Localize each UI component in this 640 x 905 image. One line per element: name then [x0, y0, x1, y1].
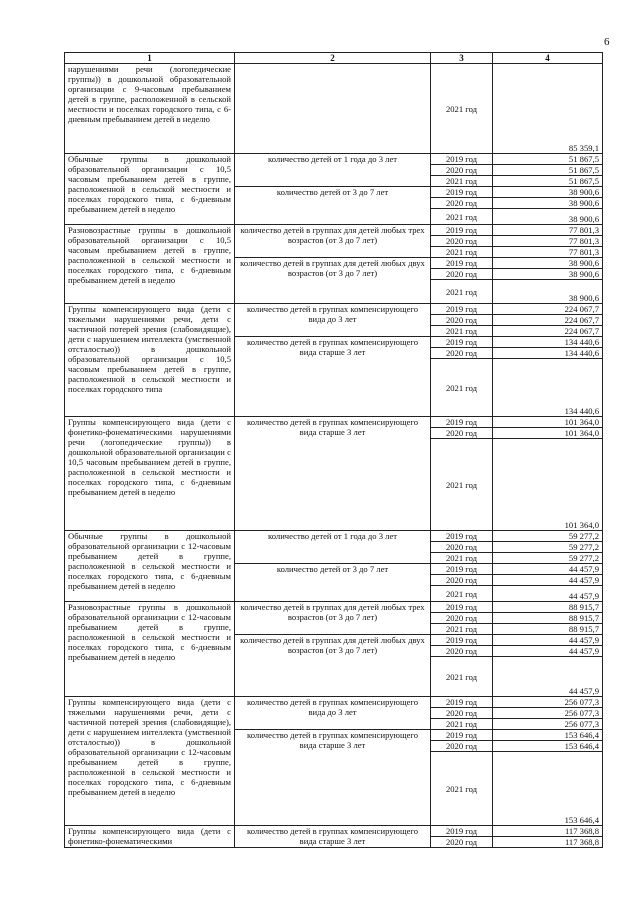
value-cell: 88 915,7: [493, 602, 603, 613]
value-cell: 224 067,7: [493, 315, 603, 326]
year-cell: 2021 год: [431, 624, 493, 635]
table-row: [65, 531, 603, 542]
header-col-2: 2: [235, 53, 431, 64]
year-cell: 2021 год: [431, 359, 493, 417]
child-category: количество детей от 1 года до 3 лет: [235, 531, 431, 564]
group-description: нарушениями речи (логопедические группы)) в дошкольной образовательной организации с 9-часовым пребыванием детей в группе, расположенной в сельской местности и поселках городского типа, с 6-дневным пребыванием детей в неделю: [65, 64, 235, 154]
child-category: количество детей в группах компенсирующего вида старше 3 лет: [235, 826, 431, 848]
year-cell: 2021 год: [431, 209, 493, 225]
value-cell: 59 277,2: [493, 542, 603, 553]
year-cell: 2019 год: [431, 154, 493, 165]
group-description: Группы компенсирующего вида (дети с фонетико-фонематическими: [65, 826, 235, 848]
year-cell: 2020 год: [431, 575, 493, 586]
value-cell: 153 646,4: [493, 741, 603, 752]
year-cell: 2021 год: [431, 586, 493, 602]
value-cell: 256 077,3: [493, 719, 603, 730]
table-row: [65, 417, 603, 428]
year-cell: 2020 год: [431, 348, 493, 359]
value-cell: 101 364,0: [493, 428, 603, 439]
value-cell: 101 364,0: [493, 417, 603, 428]
year-cell: 2019 год: [431, 417, 493, 428]
year-cell: 2019 год: [431, 826, 493, 837]
year-cell: 2020 год: [431, 837, 493, 848]
value-cell: 44 457,9: [493, 575, 603, 586]
child-category: [235, 64, 431, 154]
table-row: [65, 826, 603, 837]
table-row: [65, 602, 603, 613]
year-cell: 2019 год: [431, 531, 493, 542]
value-cell: 134 440,6: [493, 337, 603, 348]
header-col-3: 3: [431, 53, 493, 64]
group-description: Обычные группы в дошкольной образовательной организации с 12-часовым пребыванием детей в группе, расположенной в сельской местности и поселках городского типа, с 6-дневным пребыванием детей в неделю: [65, 531, 235, 602]
value-cell: 88 915,7: [493, 613, 603, 624]
child-category: количество детей в группах для детей любых двух возрастов (от 3 до 7 лет): [235, 258, 431, 304]
value-cell: 38 900,6: [493, 280, 603, 304]
year-cell: 2021 год: [431, 280, 493, 304]
value-cell: 38 900,6: [493, 258, 603, 269]
year-cell: 2019 год: [431, 635, 493, 646]
year-cell: 2020 год: [431, 542, 493, 553]
value-cell: 101 364,0: [493, 439, 603, 531]
value-cell: 88 915,7: [493, 624, 603, 635]
year-cell: 2021 год: [431, 439, 493, 531]
value-cell: 51 867,5: [493, 176, 603, 187]
year-cell: 2019 год: [431, 258, 493, 269]
value-cell: 51 867,5: [493, 165, 603, 176]
child-category: количество детей в группах компенсирующего вида старше 3 лет: [235, 730, 431, 826]
value-cell: 38 900,6: [493, 209, 603, 225]
value-cell: 38 900,6: [493, 198, 603, 209]
group-description: Группы компенсирующего вида (дети с тяжелыми нарушениями речи, дети с частичной потерей зрения (слабовидящие), дети с нарушением интеллекта (умственной отсталостью)) в дошкольной образовательной организации с 10,5 часовым пребыванием детей в группе, расположенной в сельской местности и поселках городского типа: [65, 304, 235, 417]
tariff-table: [64, 52, 603, 848]
year-cell: 2020 год: [431, 708, 493, 719]
table-row: [65, 304, 603, 315]
year-cell: 2019 год: [431, 730, 493, 741]
year-cell: 2021 год: [431, 752, 493, 826]
year-cell: 2020 год: [431, 315, 493, 326]
child-category: количество детей от 3 до 7 лет: [235, 564, 431, 602]
year-cell: 2021 год: [431, 176, 493, 187]
year-cell: 2020 год: [431, 741, 493, 752]
group-description: Разновозрастные группы в дошкольной образовательной организации с 10,5 часовым пребыванием детей в группе, расположенной в сельской местности и поселках городского типа, с 6-дневным пребыванием детей в неделю: [65, 225, 235, 304]
table-row: [65, 697, 603, 708]
year-cell: 2020 год: [431, 236, 493, 247]
year-cell: 2021 год: [431, 719, 493, 730]
child-category: количество детей в группах для детей любых двух возрастов (от 3 до 7 лет): [235, 635, 431, 697]
value-cell: 134 440,6: [493, 348, 603, 359]
year-cell: 2021 год: [431, 247, 493, 258]
year-cell: 2020 год: [431, 165, 493, 176]
value-cell: 224 067,7: [493, 304, 603, 315]
year-cell: 2019 год: [431, 304, 493, 315]
year-cell: 2019 год: [431, 337, 493, 348]
year-cell: 2019 год: [431, 225, 493, 236]
child-category: количество детей от 1 года до 3 лет: [235, 154, 431, 187]
value-cell: 85 359,1: [493, 64, 603, 154]
year-cell: 2021 год: [431, 657, 493, 697]
value-cell: 153 646,4: [493, 730, 603, 741]
year-cell: 2019 год: [431, 564, 493, 575]
child-category: количество детей в группах для детей любых трех возрастов (от 3 до 7 лет): [235, 602, 431, 635]
value-cell: 77 801,3: [493, 225, 603, 236]
year-cell: 2020 год: [431, 198, 493, 209]
value-cell: 44 457,9: [493, 564, 603, 575]
group-description: Группы компенсирующего вида (дети с фонетико-фонематическими нарушениями речи (логопедические группы)) в дошкольной образовательной организации с 10,5 часовым пребыванием детей в группе, расположенной в сельской местности и поселках городского типа, с 6-дневным пребыванием детей в неделю: [65, 417, 235, 531]
value-cell: 38 900,6: [493, 269, 603, 280]
year-cell: 2020 год: [431, 613, 493, 624]
value-cell: 44 457,9: [493, 646, 603, 657]
year-cell: 2021 год: [431, 64, 493, 154]
page-number: 6: [604, 36, 610, 48]
child-category: количество детей в группах компенсирующего вида старше 3 лет: [235, 337, 431, 417]
table-body: [65, 64, 603, 848]
group-description: Разновозрастные группы в дошкольной образовательной организации с 12-часовым пребыванием детей в группе, расположенной в сельской местности и поселках городского типа, с 6-дневным пребыванием детей в неделю: [65, 602, 235, 697]
value-cell: 134 440,6: [493, 359, 603, 417]
value-cell: 44 457,9: [493, 635, 603, 646]
year-cell: 2020 год: [431, 646, 493, 657]
value-cell: 44 457,9: [493, 657, 603, 697]
value-cell: 59 277,2: [493, 553, 603, 564]
child-category: количество детей в группах компенсирующего вида до 3 лет: [235, 304, 431, 337]
year-cell: 2020 год: [431, 269, 493, 280]
child-category: количество детей от 3 до 7 лет: [235, 187, 431, 225]
value-cell: 117 368,8: [493, 826, 603, 837]
year-cell: 2020 год: [431, 428, 493, 439]
value-cell: 77 801,3: [493, 236, 603, 247]
value-cell: 38 900,6: [493, 187, 603, 198]
child-category: количество детей в группах компенсирующего вида до 3 лет: [235, 697, 431, 730]
value-cell: 59 277,2: [493, 531, 603, 542]
year-cell: 2019 год: [431, 602, 493, 613]
value-cell: 153 646,4: [493, 752, 603, 826]
child-category: количество детей в группах для детей любых трех возрастов (от 3 до 7 лет): [235, 225, 431, 258]
table-row: [65, 64, 603, 154]
child-category: количество детей в группах компенсирующего вида старше 3 лет: [235, 417, 431, 531]
header-col-4: 4: [493, 53, 603, 64]
table-header-row: [65, 53, 603, 64]
value-cell: 224 067,7: [493, 326, 603, 337]
table-row: [65, 154, 603, 165]
group-description: Группы компенсирующего вида (дети с тяжелыми нарушениями речи, дети с частичной потерей зрения (слабовидящие), дети с нарушением интеллекта (умственной отсталостью)) в дошкольной образовательной организации с 12-часовым пребыванием детей в группе, расположенной в сельской местности и поселках городского типа, с 6-дневным пребыванием детей в неделю: [65, 697, 235, 826]
value-cell: 44 457,9: [493, 586, 603, 602]
value-cell: 77 801,3: [493, 247, 603, 258]
year-cell: 2019 год: [431, 697, 493, 708]
year-cell: 2019 год: [431, 187, 493, 198]
value-cell: 51 867,5: [493, 154, 603, 165]
table-row: [65, 225, 603, 236]
year-cell: 2021 год: [431, 326, 493, 337]
header-col-1: 1: [65, 53, 235, 64]
year-cell: 2021 год: [431, 553, 493, 564]
value-cell: 117 368,8: [493, 837, 603, 848]
group-description: Обычные группы в дошкольной образовательной организации с 10,5 часовым пребыванием детей в группе, расположенной в сельской местности и поселках городского типа, с 6-дневным пребыванием детей в неделю: [65, 154, 235, 225]
value-cell: 256 077,3: [493, 697, 603, 708]
value-cell: 256 077,3: [493, 708, 603, 719]
